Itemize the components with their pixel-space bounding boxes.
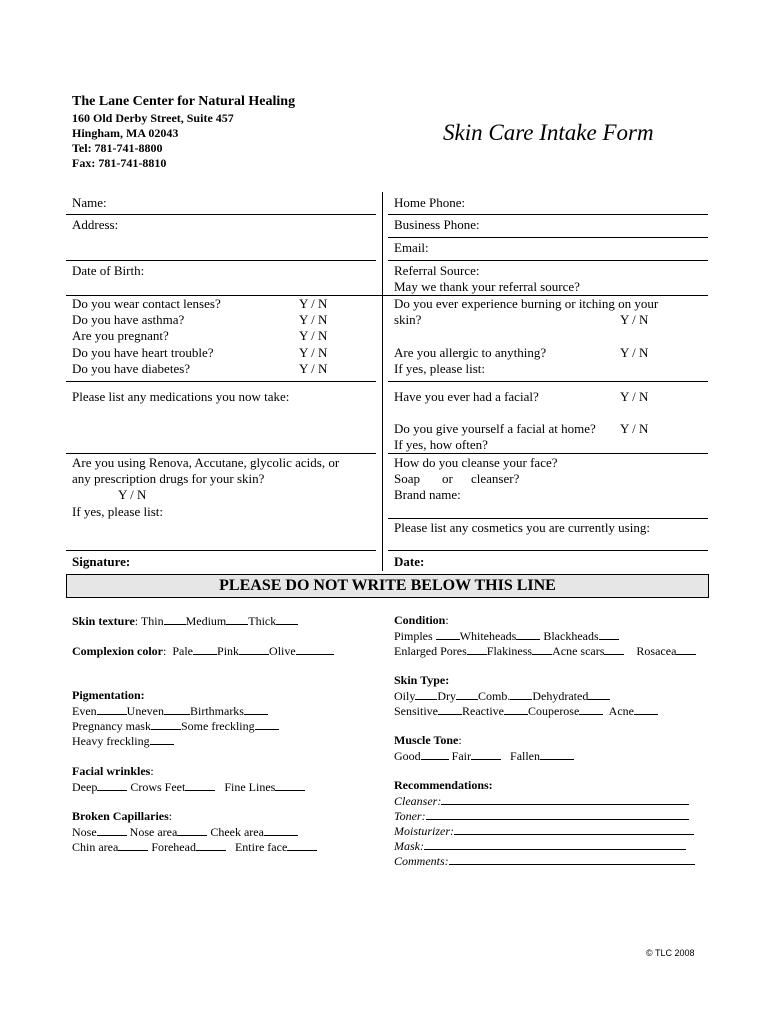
business-phone-label: Business Phone: [394,217,480,232]
renova-question-line2: any prescription drugs for your skin? [72,471,265,486]
facial-yn[interactable]: Y / N [620,389,649,404]
pregnant-question: Are you pregnant? [72,328,169,343]
burning-question-line1: Do you ever experience burning or itching on your [394,296,659,311]
office-use-banner [66,574,709,598]
facial-question: Have you ever had a facial? [394,389,539,404]
home-facial-yn[interactable]: Y / N [620,421,649,436]
skin-type-row1: Oily Dry Comb. Dehydrated [394,688,610,704]
org-fax: Fax: 781-741-8810 [72,156,167,170]
org-phone: Tel: 781-741-8800 [72,141,163,155]
pregnant-yn[interactable]: Y / N [299,328,328,343]
skin-type-label: Skin Type: [394,673,450,687]
soap-option[interactable]: Soap [394,471,420,486]
date-label: Date: [394,554,425,569]
contact-lenses-yn[interactable]: Y / N [299,296,328,311]
pigmentation-label: Pigmentation: [72,688,145,702]
renova-list-label: If yes, please list: [72,504,163,519]
allergic-yn[interactable]: Y / N [620,345,649,360]
org-name: The Lane Center for Natural Healing [72,94,296,109]
rec-toner-row: Toner: [394,808,689,824]
recommendations-label: Recommendations: [394,778,493,792]
how-often-label: If yes, how often? [394,437,488,452]
condition-row2: Enlarged Pores Flakiness Acne scars Rosacea [394,643,696,659]
condition-row1: Pimples Whiteheads Blackheads [394,628,619,644]
allergic-question: Are you allergic to anything? [394,345,547,360]
copyright: © TLC 2008 [646,948,695,958]
condition-label: Condition: [394,613,449,627]
pigmentation-row3: Heavy freckling [72,733,174,749]
brand-name-label: Brand name: [394,487,461,502]
home-facial-question: Do you give yourself a facial at home? [394,421,596,436]
dob-label: Date of Birth: [72,263,145,278]
muscle-tone-label: Muscle Tone: [394,733,462,747]
referral-label: Referral Source: [394,263,480,278]
heart-trouble-yn[interactable]: Y / N [299,345,328,360]
referral-thanks-question: May we thank your referral source? [394,279,580,294]
org-address-line2: Hingham, MA 02043 [72,126,179,140]
email-label: Email: [394,240,429,255]
capillaries-label: Broken Capillaries: [72,809,173,823]
renova-question-line1: Are you using Renova, Accutane, glycolic acids, or [72,455,340,470]
allergic-list-label: If yes, please list: [394,361,485,376]
rec-cleanser-row: Cleanser: [394,793,689,809]
or-text: or [442,471,453,486]
pigmentation-row1: Even Uneven Birthmarks [72,703,268,719]
cosmetics-label: Please list any cosmetics you are currently using: [394,520,650,535]
diabetes-question: Do you have diabetes? [72,361,191,376]
asthma-yn[interactable]: Y / N [299,312,328,327]
asthma-question: Do you have asthma? [72,312,185,327]
skin-texture-row: Skin texture: Thin Medium Thick [72,613,298,629]
capillaries-row2: Chin area Forehead Entire face [72,839,317,855]
diabetes-yn[interactable]: Y / N [299,361,328,376]
capillaries-row1: Nose Nose area Cheek area [72,824,298,840]
rec-moisturizer-row: Moisturizer: [394,823,694,839]
wrinkles-row: Deep Crows Feet Fine Lines [72,779,305,795]
burning-yn[interactable]: Y / N [620,312,649,327]
rec-comments-row: Comments: [394,853,695,869]
name-label: Name: [72,195,107,210]
banner-text: PLEASE DO NOT WRITE BELOW THIS LINE [219,577,556,594]
renova-yn[interactable]: Y / N [118,487,147,502]
pigmentation-row2: Pregnancy mask Some freckling [72,718,279,734]
home-phone-label: Home Phone: [394,195,466,210]
heart-trouble-question: Do you have heart trouble? [72,345,214,360]
contact-lenses-question: Do you wear contact lenses? [72,296,221,311]
cleanse-question: How do you cleanse your face? [394,455,558,470]
burning-question-line2: skin? [394,312,422,327]
signature-label: Signature: [72,554,131,569]
address-label: Address: [72,217,119,232]
medications-label: Please list any medications you now take: [72,389,290,404]
complexion-row: Complexion color: Pale Pink Olive [72,643,334,659]
skin-type-row2: Sensitive Reactive Couperose Acne [394,703,658,719]
rec-mask-row: Mask: [394,838,686,854]
form-title: Skin Care Intake Form [443,120,654,145]
org-address-line1: 160 Old Derby Street, Suite 457 [72,111,234,125]
cleanser-option[interactable]: cleanser? [471,471,520,486]
wrinkles-label: Facial wrinkles: [72,764,154,778]
muscle-tone-row: Good Fair Fallen [394,748,574,764]
